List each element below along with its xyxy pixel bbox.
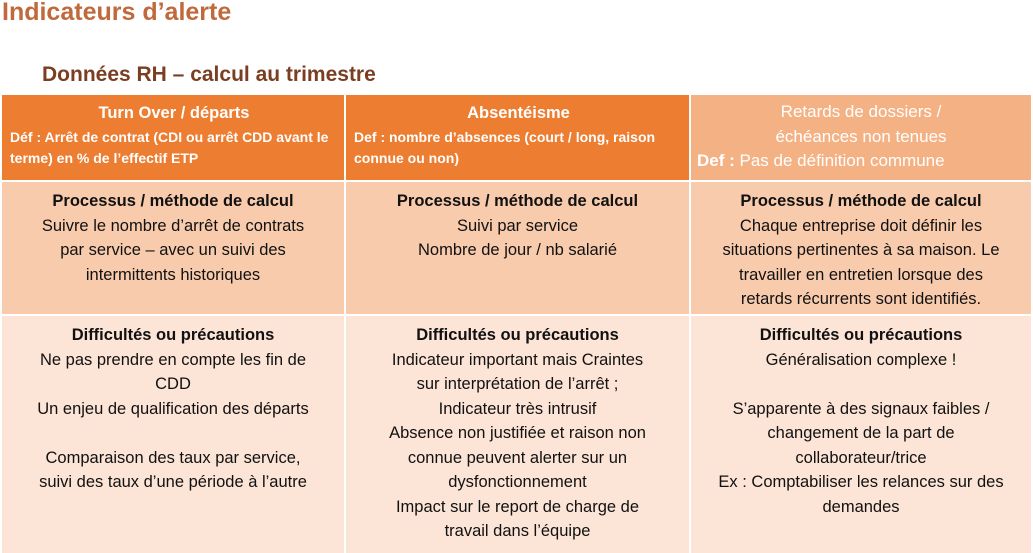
header-title: Absentéisme: [467, 104, 570, 122]
text-line: travailler en entretien lorsque des: [739, 265, 983, 284]
difficulty-cell-turnover: [2, 314, 344, 553]
difficulty-heading: Difficultés ou précautions: [71, 326, 275, 344]
process-heading: Processus / méthode de calcul: [52, 192, 294, 210]
header-title-line: Retards de dossiers /: [780, 102, 942, 121]
text-line: Un enjeu de qualification des départs: [37, 399, 309, 418]
text-line: dysfonctionnement: [448, 473, 587, 491]
text-line: Impact sur le report de charge de: [395, 497, 640, 516]
difficulty-heading: Difficultés ou précautions: [759, 326, 963, 344]
text-line: Suivre le nombre d’arrêt de contrats: [41, 216, 305, 235]
difficulty-cell-delays: [689, 314, 1031, 553]
text-line: situations pertinentes à sa maison. Le: [722, 241, 1000, 259]
text-line: connue peuvent alerter sur un: [407, 448, 628, 467]
process-heading: Processus / méthode de calcul: [396, 192, 639, 210]
header-absenteeism: [344, 95, 689, 180]
spacer: [10, 421, 336, 446]
page-title: Indicateurs d’alerte: [2, 0, 232, 26]
header-turnover: [2, 95, 344, 180]
text-line: collaborateur/trice: [795, 448, 927, 467]
process-cell-absenteeism: [344, 180, 689, 314]
section-subtitle: Données RH – calcul au trimestre: [42, 63, 376, 86]
process-cell-delays: [689, 180, 1031, 314]
text-line: changement de la part de: [767, 424, 955, 442]
text-line: sur interprétation de l’arrêt ;: [416, 375, 619, 393]
text-line: intermittents historiques: [85, 265, 261, 284]
process-heading: Processus / méthode de calcul: [740, 192, 982, 210]
text-line: Chaque entreprise doit définir les: [739, 216, 983, 235]
text-line: demandes: [822, 497, 900, 516]
text-line: travail dans l’équipe: [444, 522, 591, 540]
text-line: Indicateur très intrusif: [438, 399, 597, 418]
text-line: Suivi par service: [456, 216, 579, 235]
process-cell-turnover: [2, 180, 344, 314]
header-title: Turn Over / départs: [98, 104, 250, 122]
text-line: Ne pas prendre en compte les fin de: [40, 350, 306, 369]
text-line: Indicateur important mais Craintes: [391, 350, 644, 369]
difficulty-cell-absenteeism: [344, 314, 689, 553]
text-line: Nombre de jour / nb salarié: [417, 241, 617, 259]
text-line: retards récurrents sont identifiés.: [740, 290, 982, 308]
text-line: par service – avec un suivi des: [60, 241, 286, 259]
difficulty-heading: Difficultés ou précautions: [416, 326, 619, 344]
indicators-table: [2, 95, 1031, 553]
spacer: [699, 372, 1023, 397]
definition-label: Def :: [697, 151, 735, 170]
header-definition: [695, 149, 1027, 173]
text-line: Comparaison des taux par service,: [45, 448, 301, 467]
text-line: suivi des taux d’une période à l’autre: [39, 473, 307, 491]
header-title-line: échéances non tenues: [775, 127, 947, 146]
text-line: Absence non justifiée et raison non: [389, 424, 646, 442]
text-line: Généralisation complexe !: [765, 350, 957, 369]
text-line: Ex : Comptabiliser les relances sur des: [718, 473, 1004, 491]
definition-text: Pas de définition commune: [739, 151, 945, 170]
header-definition: Def : nombre d’absences (court / long, raison connue ou non): [354, 129, 656, 166]
text-line: CDD: [155, 375, 191, 393]
header-delays: [689, 95, 1031, 180]
header-definition: Déf : Arrêt de contrat (CDI ou arrêt CDD avant le terme) en % de l’effectif ETP: [10, 129, 329, 166]
text-line: S’apparente à des signaux faibles /: [732, 399, 990, 418]
